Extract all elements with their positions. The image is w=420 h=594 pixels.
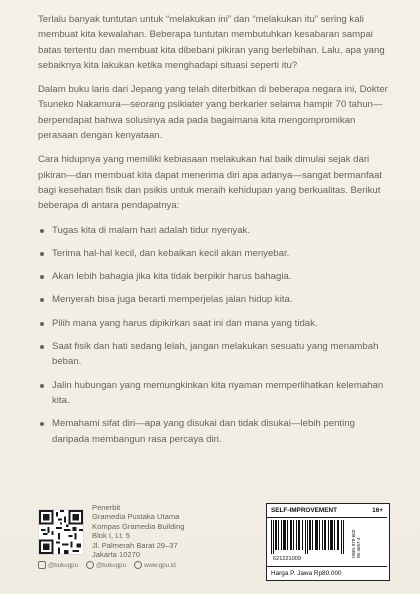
barcode-icon bbox=[271, 520, 347, 559]
twitter-link bbox=[86, 561, 126, 569]
website-link bbox=[134, 561, 176, 569]
twitter-icon bbox=[86, 561, 94, 569]
advice-item: Akan lebih bahagia jika kita tidak berpikir harus bahagia. bbox=[38, 269, 388, 284]
globe-icon bbox=[134, 561, 142, 569]
category-label: SELF-IMPROVEMENT bbox=[271, 507, 338, 514]
instagram-link bbox=[38, 561, 78, 569]
twitter-handle: @bukugpu bbox=[96, 561, 127, 569]
side-isbn: ISBN 978-602-06-4667-4 bbox=[351, 528, 361, 558]
advice-item: Tugas kita di malam hari adalah tidur nyenyak. bbox=[38, 223, 388, 238]
advice-item: Saat fisik dan hati sedang lelah, jangan melakukan sesuatu yang menambah beban. bbox=[38, 339, 388, 370]
advice-list bbox=[38, 223, 388, 447]
barcode-header bbox=[267, 504, 387, 518]
advice-item: Memahami sifat diri—apa yang disukai dan tidak disukai—lebih penting daripada membangun rasa percaya diri. bbox=[38, 416, 388, 447]
instagram-icon bbox=[38, 561, 46, 569]
publisher-name: Gramedia Pustaka Utama bbox=[92, 512, 180, 522]
intro-paragraph-1: Terlalu banyak tuntutan untuk “melakukan ini” dan “melakukan itu” sering kali membuat kita kewalahan. Beberapa tuntutan membutuhkan kesabaran sampai batas tertentu dan membuat kita dibebani pikiran yang berlebihan. Lalu, apa yang sebaiknya kita lakukan ketika menghadapi situasi seperti itu? bbox=[38, 14, 385, 71]
age-rating: 16+ bbox=[372, 507, 383, 514]
barcode-number: 621221009 bbox=[273, 556, 301, 562]
cover-footer bbox=[38, 503, 388, 583]
intro-paragraph-3: Cara hidupnya yang memiliki kebiasaan melakukan hal baik dimulai sejak dari pikiran—dan membuat kita dapat menerima diri apa adanya—sangat bermanfaat bagi kesehatan fisik dan psikis untuk meraih kehidupan yang berkualitas. Berikut beberapa di antara pendapatnya: bbox=[38, 154, 382, 212]
qr-code-icon bbox=[38, 509, 84, 555]
advice-item: Jalin hubungan yang memungkinkan kita nyaman memperlihatkan kelemahan kita. bbox=[38, 378, 388, 409]
blurb bbox=[38, 12, 388, 455]
barcode-label bbox=[266, 503, 390, 581]
advice-item: Menyerah bisa juga berarti memperjelas jalan hidup kita. bbox=[38, 292, 388, 307]
website-url: www.gpu.id bbox=[144, 561, 176, 569]
publisher-building: Kompas Gramedia Building bbox=[92, 521, 185, 531]
advice-item: Terima hal-hal kecil, dan kebaikan kecil akan menyebar. bbox=[38, 246, 388, 261]
publisher-block: Blok I, Lt. 5 bbox=[92, 531, 130, 541]
social-links bbox=[38, 561, 248, 569]
advice-item: Pilih mana yang harus dipikirkan saat ini dan mana yang tidak. bbox=[38, 316, 388, 331]
publisher-info bbox=[92, 503, 184, 559]
instagram-handle: @bukugpu bbox=[48, 561, 79, 569]
publisher-city: Jakarta 10270 bbox=[92, 550, 141, 560]
publisher-street: Jl. Palmerah Barat 29–37 bbox=[92, 540, 178, 550]
price-label: Harga P. Jawa Rp80.000 bbox=[271, 570, 342, 577]
publisher-label: Penerbit bbox=[92, 503, 121, 512]
price-row bbox=[267, 566, 387, 580]
intro-paragraph-2: Dalam buku laris dari Jepang yang telah diterbitkan di beberapa negara ini, Dokter Tsuneko Nakamura—seorang psikiater yang berkarier selama hampir 70 tahun—berpendapat bahwa solusinya ada pada bagaimana kita mengompromikan perasaan dengan kenyataan. bbox=[38, 84, 388, 142]
